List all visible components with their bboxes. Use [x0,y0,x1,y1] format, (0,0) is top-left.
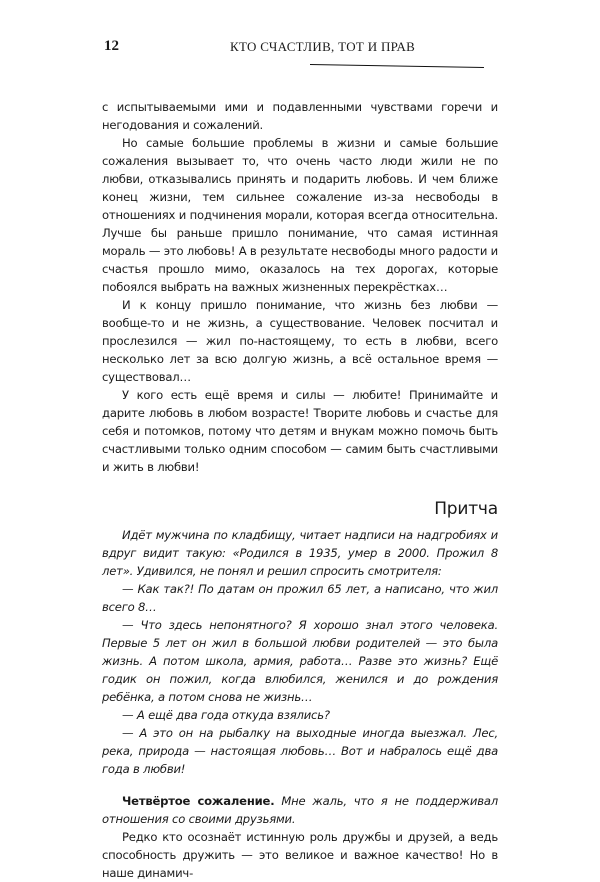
header-rule [310,64,484,68]
paragraph: Но самые большие проблемы в жизни и самые большие сожаления вызывает то, что очень часто люди жили не по любви, отказывались принять и подарить любовь. И чем ближе конец жизни, тем сильнее сожаление из-за несвободы в отношениях и подчинения морали, которая всегда относительна. Лучше бы раньше пришло понимание, что самая истинная мораль — это любовь! А в результате несвободы много радости и счастья прошло мимо, оказалось на тех дорогах, которые побоялся выбрать на важных жизненных перекрёстках… [102,136,498,294]
running-title: КТО СЧАСТЛИВ, ТОТ И ПРАВ [230,39,416,54]
paragraph: И к концу пришло понимание, что жизнь без любви — вообще-то и не жизнь, а существование. Человек посчитал и прослезился — жил по-настоящему, то есть в любви, всего несколько лет за всю долгую жизнь, а всё остальное время — существовал… [102,298,498,384]
parable-dialogue: — А ещё два года откуда взялись? [122,708,330,722]
fourth-regret-text: Мне жаль, что я не поддерживал отношения со своими друзьями. [102,794,498,826]
page-body [102,98,498,882]
paragraph: Редко кто осознаёт истинную роль дружбы и друзей, а ведь способность дружить — это великое и важное качество! Но в наше динамич- [102,830,498,880]
fourth-regret-paragraph [102,792,498,828]
fourth-regret-lead: Четвёртое сожаление. [122,794,275,808]
parable-paragraph: Идёт мужчина по кладбищу, читает надписи на надгробиях и вдруг видит такую: «Родился в 1935, умер в 2000. Прожил 8 лет». Удивился, не понял и решил спросить смотрителя: [102,528,498,578]
paragraph: У кого есть ещё время и силы — любите! Принимайте и дарите любовь в любом возрасте! Творите любовь и счастье для себя и потомков, потому что детям и внукам можно помочь быть счастливыми только одним способом — самим быть счастливыми и жить в любви! [102,388,498,474]
section-title: Притча [434,499,498,519]
parable-dialogue: — Что здесь непонятного? Я хорошо знал этого человека. Первые 5 лет он жил в большой любви родителей — это была жизнь. А потом школа, армия, работа… Разве это жизнь? Ещё годик он пожил, когда влюбился, женился и до рождения ребёнка, а потом снова не жизнь… [102,618,498,704]
parable-block [102,526,498,778]
page-number: 12 [104,38,119,54]
parable-dialogue: — А это он на рыбалку на выходные иногда выезжал. Лес, река, природа — настоящая любовь… Вот и набралось ещё два года в любви! [102,726,498,776]
paragraph: с испытываемыми ими и подавленными чувствами горечи и негодования и сожалений. [102,100,498,132]
parable-dialogue: — Как так?! По датам он прожил 65 лет, а написано, что жил всего 8… [102,582,498,614]
